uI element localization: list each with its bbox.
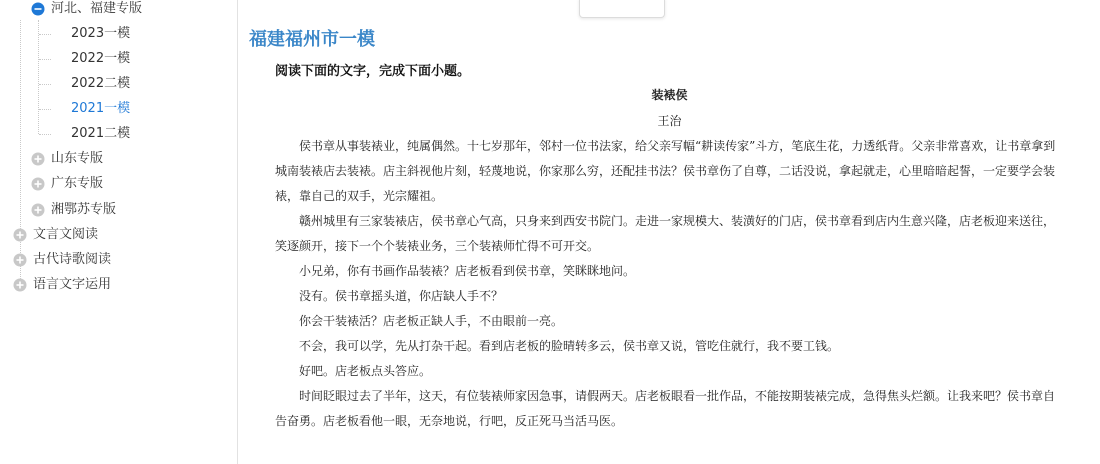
tree-item-label: 2022一模 [71, 51, 131, 66]
expand-icon[interactable] [31, 177, 45, 191]
tree-group-hebei-fujian[interactable] [31, 0, 142, 20]
tree-item-label: 2021二模 [71, 126, 131, 141]
story-author: 王治 [657, 114, 682, 128]
tree-item-2023-yimo[interactable] [71, 23, 130, 45]
tree-connector [39, 84, 51, 85]
tree-group-label: 河北、福建专版 [51, 1, 143, 16]
tree-item-label: 文言文阅读 [33, 227, 99, 242]
question-instruction: 阅读下面的文字，完成下面小题。 [275, 64, 471, 79]
paragraph: 侯书章从事装裱业，纯属偶然。十七岁那年，邻村一位书法家，给父亲写幅“耕读传家”斗方，笔底生花，力透纸背。父亲非常喜欢，让书章拿到城南装裱店去装裱。店主斜视他片刻，轻蔑地说，你家那么穷，还配挂书法？侯书章伤了自尊，二话没说，拿起就走，心里暗暗起誓，一定要学会装裱，靠自己的双手，光宗耀祖。 [275, 139, 1056, 203]
tree-group-xiang-e-su[interactable] [31, 199, 116, 221]
tree-item-yuyan-wenzi[interactable] [13, 274, 111, 296]
tree-group-label: 山东专版 [51, 151, 104, 166]
tree-item-label: 2022二模 [71, 76, 131, 91]
tree-group-shandong[interactable] [31, 148, 103, 170]
document-pane [237, 0, 1100, 464]
tree-item-label: 2023一模 [71, 26, 131, 41]
expand-icon[interactable] [13, 278, 27, 292]
paragraph: 赣州城里有三家装裱店，侯书章心气高，只身来到西安书院门。走进一家规模大、装潢好的门店，侯书章看到店内生意兴隆，店老板迎来送往，笑逐颜开，接下一个个装裱业务，三个装裱师忙得不可开交。 [275, 214, 1056, 253]
article-body [275, 134, 1063, 434]
tree-item-wenyanwen[interactable] [13, 224, 98, 246]
tree-item-gudai-shige[interactable] [13, 249, 111, 271]
sidebar-tree [0, 0, 237, 464]
paragraph: 没有。侯书章摇头道，你店缺人手不？ [299, 289, 504, 303]
expand-icon[interactable] [31, 203, 45, 217]
paragraph: 你会干装裱活？店老板正缺人手，不由眼前一亮。 [299, 314, 564, 328]
tree-connector [39, 109, 51, 110]
tree-item-2021-ermo[interactable] [71, 123, 130, 145]
paragraph: 小兄弟，你有书画作品装裱？店老板看到侯书章，笑眯眯地问。 [299, 264, 636, 278]
collapse-icon[interactable] [31, 2, 45, 16]
tree-item-label: 古代诗歌阅读 [33, 252, 112, 267]
expand-icon[interactable] [13, 253, 27, 267]
tree-group-label: 湘鄂苏专版 [51, 202, 117, 217]
tree-connector [39, 59, 51, 60]
paragraph: 不会，我可以学，先从打杂干起。看到店老板的脸晴转多云，侯书章又说，管吃住就行，我不要工钱。 [299, 339, 840, 353]
tree-connector [39, 134, 51, 135]
story-title: 装裱侯 [651, 88, 688, 102]
tree-item-2022-yimo[interactable] [71, 48, 130, 70]
expand-icon[interactable] [31, 152, 45, 166]
toolbar-tab[interactable] [579, 0, 665, 18]
paragraph: 好吧。店老板点头答应。 [299, 364, 432, 378]
tree-item-label: 语言文字运用 [33, 277, 112, 292]
tree-guide-line [38, 20, 39, 134]
tree-connector [39, 34, 51, 35]
tree-item-2021-yimo[interactable] [71, 98, 130, 120]
tree-item-label: 2021一模 [71, 101, 131, 116]
page-title: 福建福州市一模 [249, 29, 375, 50]
expand-icon[interactable] [13, 228, 27, 242]
tree-item-2022-ermo[interactable] [71, 73, 130, 95]
tree-group-label: 广东专版 [51, 176, 104, 191]
paragraph: 时间眨眼过去了半年，这天，有位装裱师家因急事，请假两天。店老板眼看一批作品，不能按期装裱完成，急得焦头烂额。让我来吧？侯书章自告奋勇。店老板看他一眼，无奈地说，行吧，反正死马当活马医。 [275, 389, 1056, 428]
tree-group-guangdong[interactable] [31, 173, 103, 195]
